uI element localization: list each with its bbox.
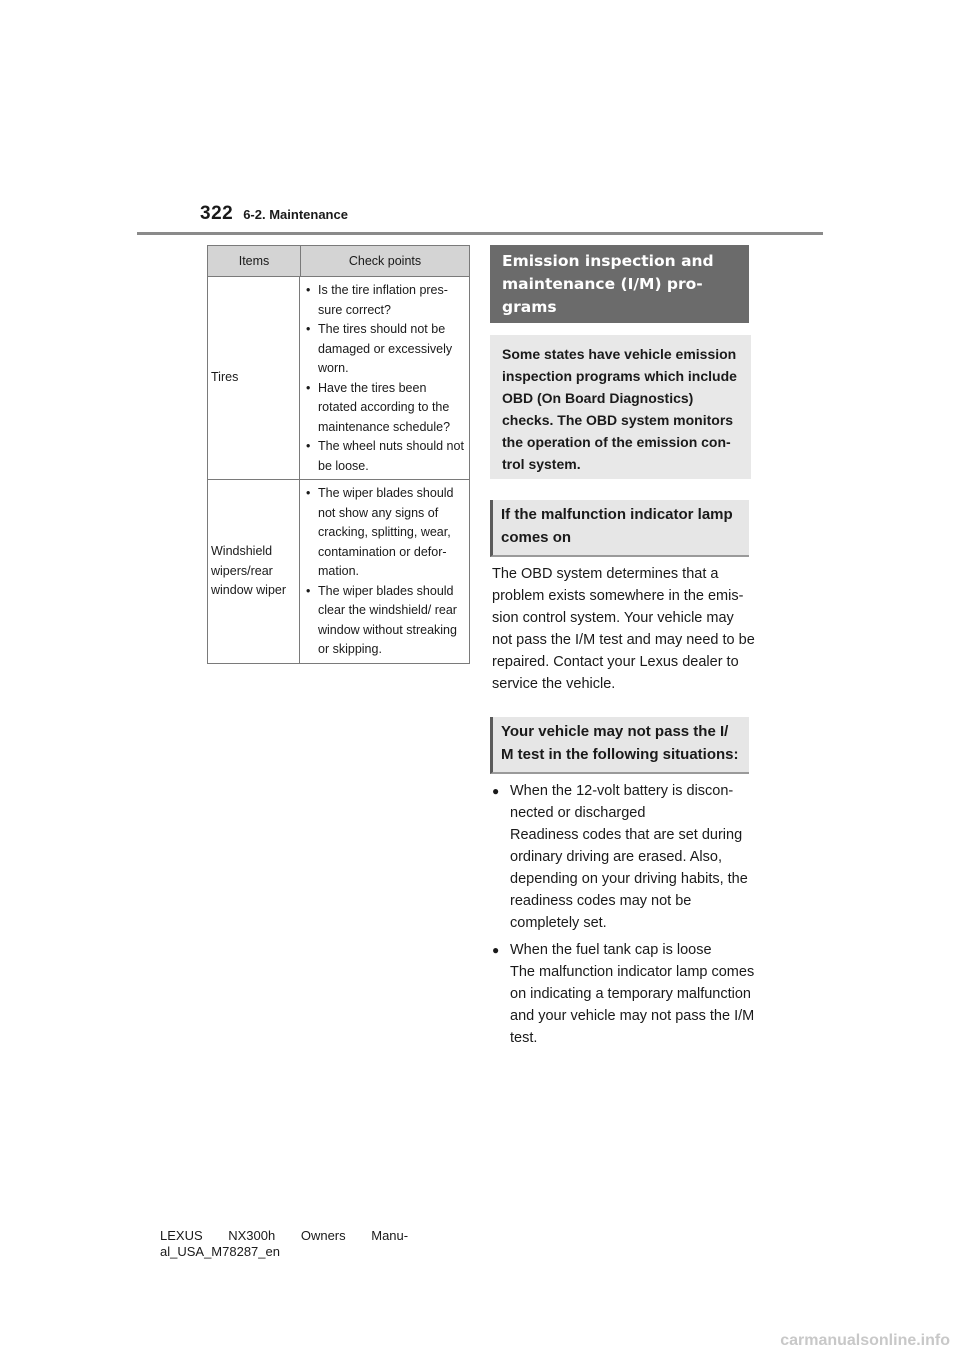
situation-detail: The malfunction indicator lamp comes on indicating a temporary malfunction and your vehicle may not pass the I/M test.	[510, 964, 755, 1046]
check-point: • The wheel nuts should not be loose.	[306, 439, 464, 473]
check-point: • Have the tires been rotated according to the maintenance schedule?	[306, 380, 451, 434]
page-header	[200, 203, 348, 225]
check-cell	[300, 277, 469, 479]
check-point: • Is the tire inflation pres-sure correct?	[306, 283, 448, 317]
footer-line-2: al_USA_M78287_en	[160, 1244, 280, 1259]
check-cell	[300, 480, 469, 663]
emission-intro: Some states have vehicle emission inspection programs which include OBD (On Board Diagnostics) checks. The OBD system monitors the operation of the emission con-trol system.	[490, 335, 751, 479]
page-number: 322	[200, 203, 234, 224]
bullet-icon: •	[306, 322, 311, 336]
section-label: 6-2. Maintenance	[243, 207, 348, 222]
table-row	[208, 277, 469, 480]
table-row	[208, 480, 469, 663]
page-footer	[160, 1228, 408, 1260]
situation-title: When the 12-volt battery is discon-nected or discharged	[510, 783, 734, 821]
situation-detail: Readiness codes that are set during ordinary driving are erased. Also, depending on your driving habits, the readiness codes may not be completely set.	[510, 827, 748, 931]
check-points-table	[207, 245, 470, 664]
item-cell: Tires	[208, 277, 300, 479]
watermark: carmanualsonline.info	[780, 1332, 950, 1349]
footer-line-1: LEXUS NX300h Owners Manu-	[160, 1228, 409, 1243]
situations-heading: Your vehicle may not pass the I/ M test in the following situations:	[490, 717, 749, 774]
header-divider	[137, 232, 823, 235]
table-header-row	[208, 246, 469, 277]
bullet-icon: ●	[492, 784, 500, 798]
check-point: • The wiper blades should not show any signs of cracking, splitting, wear, contamination or defor-mation.	[306, 486, 454, 578]
bullet-icon: •	[306, 380, 311, 395]
check-point: • The tires should not be damaged or excessively worn.	[306, 322, 453, 375]
bullet-icon: •	[306, 439, 311, 453]
bullet-icon: •	[306, 486, 311, 500]
malfunction-heading: If the malfunction indicator lamp comes on	[490, 500, 749, 557]
bullet-icon: •	[306, 583, 311, 598]
column-header-items: Items	[208, 246, 301, 276]
situation-title: When the fuel tank cap is loose	[510, 942, 712, 958]
bullet-icon: •	[306, 283, 311, 297]
malfunction-body: The OBD system determines that a problem exists somewhere in the emis-sion control system. Your vehicle may not pass the I/M test and may need to be repaired. Contact your Lexus dealer to service the vehicle.	[492, 566, 755, 692]
check-point: • The wiper blades should clear the windshield/ rear window without streaking or skipping.	[306, 583, 457, 656]
list-item	[492, 939, 756, 1049]
list-item	[492, 780, 756, 934]
emission-heading: Emission inspection and maintenance (I/M) pro-grams	[490, 245, 749, 323]
item-cell: Windshield wipers/rear window wiper	[208, 480, 300, 663]
bullet-icon: ●	[492, 943, 500, 957]
column-header-check-points: Check points	[348, 254, 422, 268]
